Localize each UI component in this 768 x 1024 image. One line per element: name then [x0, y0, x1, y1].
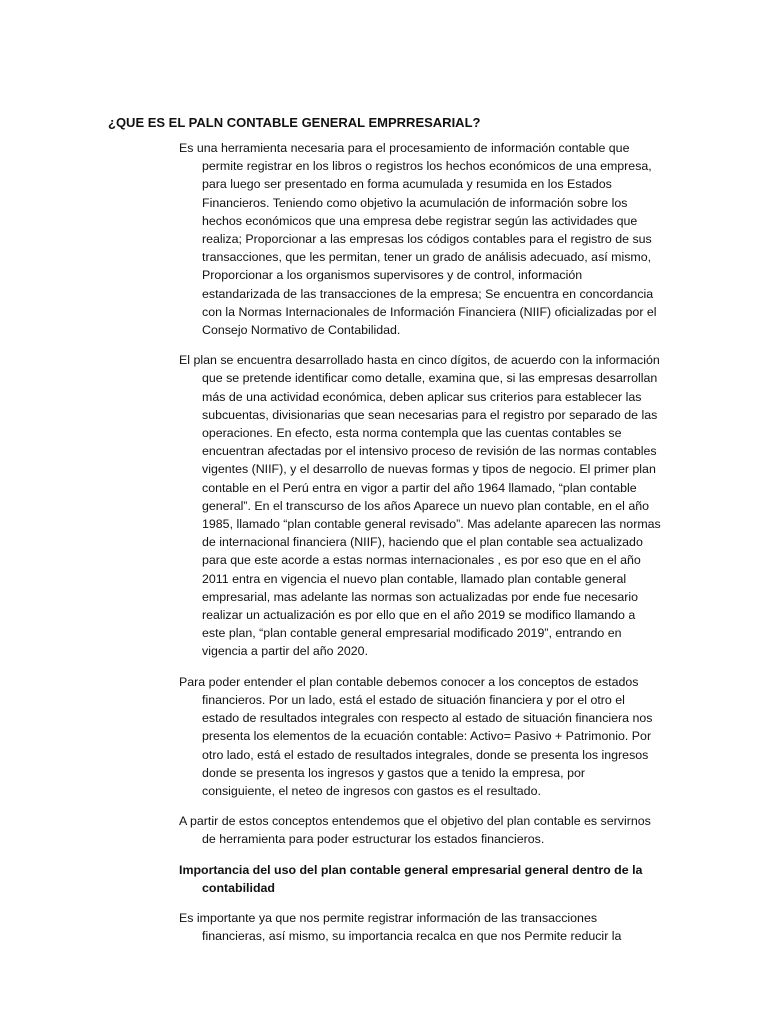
paragraph-objective: A partir de estos conceptos entendemos que el objetivo del plan contable es servirnos de herramienta para poder estructurar los estados financieros. [179, 814, 651, 847]
paragraph-importance: Es importante ya que nos permite registrar información de las transacciones financieras, así mismo, su importancia recalca en que nos Permite reducir la [179, 910, 622, 944]
paragraph-history: El plan se encuentra desarrollado hasta en cinco dígitos, de acuerdo con la información que se pretende identificar como detalle, examina que, si las empresas desarrollan más de una actividad económica, deben aplicar sus criterios para establecer las subcuentas, divisionarias que sean necesarias para el registro por separado de las operaciones. En efecto, esta norma contempla que las cuentas contables se encuentran afectadas por el intensivo proceso de revisión de las normas contables vigentes (NIIF), y el desarrollo de nuevas formas y tipos de negocio. El primer plan contable en el Perú entra en vigor a partir del año 1964 llamado, “plan contable general”. En el transcurso de los años Aparece un nuevo plan contable, en el año 1985, llamado “plan contable general revisado”. Mas adelante aparecen las normas de internacional financiera (NIIF), haciendo que el plan contable sea actualizado para que este acorde a estas normas internacionales , es por eso que en el año 2011 entra en vigencia el nuevo plan contable, llamado plan contable general empresarial, mas adelante las normas son actualizadas por ende fue necesario realizar un actualización es por ello que en el año 2019 se modifico llamando a este plan, “plan contable general empresarial modificado 2019”, entrando en vigencia a partir del año 2020. [179, 353, 661, 659]
paragraph-financial-statements: Para poder entender el plan contable debemos conocer a los conceptos de estados financieros. Por un lado, está el estado de situación financiera y por el otro el estado de resultados integrales con respecto al estado de situación financiera nos presenta los elementos de la ecuación contable: Activo= Pasivo + Patrimonio. Por otro lado, está el estado de resultados integrales, donde se presenta los ingresos donde se presenta los ingresos y gastos que a tenido la empresa, por consiguiente, el neteo de ingresos con gastos es el resultado. [179, 674, 653, 798]
paragraph-definition: Es una herramienta necesaria para el procesamiento de información contable que permite registrar en los libros o registros los hechos económicos de una empresa, para luego ser presentado en forma acumulada y resumida en los Estados Financieros. Teniendo como objetivo la acumulación de información sobre los hechos económicos que una empresa debe registrar según las actividades que realiza; Proporcionar a las empresas los códigos contables para el registro de sus transacciones, que les permitan, tener un grado de análisis adecuado, así mismo, Proporcionar a los organismos supervisores y de control, información estandarizada de las transacciones de la empresa; Se encuentra en concordancia con la Normas Internacionales de Información Financiera (NIIF) oficializadas por el Consejo Normativo de Contabilidad. [179, 141, 657, 338]
section-heading-importance: Importancia del uso del plan contable general empresarial general dentro de la contabilidad [179, 862, 643, 895]
document-title: ¿QUE ES EL PALN CONTABLE GENERAL EMPRRESARIAL? [108, 115, 481, 130]
document-body [179, 139, 661, 957]
